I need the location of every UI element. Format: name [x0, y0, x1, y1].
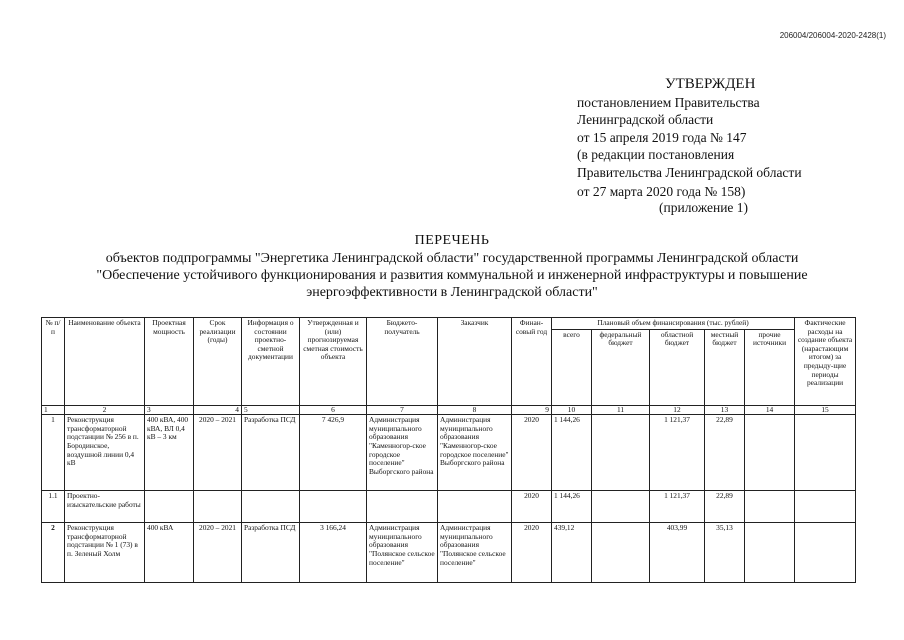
- header-cost: Утвержденная и (или) прогнозируемая сметная стоимость объекта: [300, 318, 367, 406]
- cell-other: [745, 523, 795, 583]
- cell-local: 22,89: [705, 415, 745, 491]
- document-id: 206004/206004-2020-2428(1): [779, 31, 886, 40]
- column-number: 6: [300, 405, 367, 415]
- cell-local: 22,89: [705, 491, 745, 523]
- column-number: 15: [795, 405, 856, 415]
- approval-line: постановлением Правительства: [577, 94, 760, 110]
- cell-actual: [795, 523, 856, 583]
- header-power: Проектная мощность: [145, 318, 194, 406]
- header-fin-year: Финан-совый год: [512, 318, 552, 406]
- header-recipient: Бюджето-получатель: [367, 318, 438, 406]
- cell-cost: 3 166,24: [300, 523, 367, 583]
- cell-fin-year: 2020: [512, 523, 552, 583]
- table-row: [42, 523, 856, 583]
- list-title: ПЕРЕЧЕНЬ: [414, 233, 490, 248]
- header-customer: Заказчик: [438, 318, 512, 406]
- cell-customer: Администрация муниципального образования "Полянское сельское поселение": [438, 523, 512, 583]
- cell-total: 1 144,26: [552, 491, 592, 523]
- column-number: 2: [65, 405, 145, 415]
- cell-fin-year: 2020: [512, 415, 552, 491]
- table-row: [42, 491, 856, 523]
- cell-power: 400 кВА, 400 кВА, ВЛ 0,4 кВ – 3 км: [145, 415, 194, 491]
- header-actual: Фактические расходы на создание объекта (нарастающим итогом) за предыду-щие периоды реализации: [795, 318, 856, 406]
- cell-federal: [592, 491, 650, 523]
- cell-federal: [592, 523, 650, 583]
- cell-power: 400 кВА: [145, 523, 194, 583]
- approval-line: Правительства Ленинградской области: [577, 164, 802, 180]
- cell-other: [745, 491, 795, 523]
- cell-name: Реконструкция трансформаторной подстанции № 256 в п. Бородинское, воздушной линии 0,4 кВ: [65, 415, 145, 491]
- header-local: местный бюджет: [705, 329, 745, 405]
- column-number: 9: [512, 405, 552, 415]
- approval-line: от 15 апреля 2019 года № 147: [577, 129, 747, 145]
- cell-other: [745, 415, 795, 491]
- cell-name: Проектно-изыскательские работы: [65, 491, 145, 523]
- column-number: 3: [145, 405, 194, 415]
- cell-regional: 403,99: [650, 523, 705, 583]
- cell-term: 2020 – 2021: [194, 523, 242, 583]
- column-number: 12: [650, 405, 705, 415]
- approval-line: Ленинградской области: [577, 112, 714, 127]
- column-number: 13: [705, 405, 745, 415]
- cell-fin-year: 2020: [512, 491, 552, 523]
- column-number: 8: [438, 405, 512, 415]
- cell-recipient: Администрация муниципального образования "Полянское сельское поселение": [367, 523, 438, 583]
- header-no: № п/п: [42, 318, 65, 406]
- column-number: 7: [367, 405, 438, 415]
- table-row: [42, 415, 856, 491]
- column-numbers-row: [42, 405, 856, 415]
- cell-recipient: [367, 491, 438, 523]
- header-federal: федеральный бюджет: [592, 329, 650, 405]
- header-docs: Информация о состоянии проектно-сметной документации: [242, 318, 300, 406]
- header-total: всего: [552, 329, 592, 405]
- column-number: 5: [242, 405, 300, 415]
- approval-block: [577, 76, 877, 215]
- cell-cost: 7 426,9: [300, 415, 367, 491]
- column-number: 10: [552, 405, 592, 415]
- column-number: 14: [745, 405, 795, 415]
- header-plan-group: Плановый объем финансирования (тыс. рублей): [552, 318, 795, 330]
- cell-docs: Разработка ПСД: [242, 415, 300, 491]
- header-name: Наименование объекта: [65, 318, 145, 406]
- cell-local: 35,13: [705, 523, 745, 583]
- cell-customer: [438, 491, 512, 523]
- appendix-label: (приложение 1): [659, 199, 749, 215]
- list-subtitle-line: "Обеспечение устойчивого функционирования и развития коммунальной и инженерной инфраструктуры и повышение: [96, 268, 808, 283]
- cell-total: 1 144,26: [552, 415, 592, 491]
- approval-line: от 27 марта 2020 года № 158): [577, 184, 746, 199]
- cell-power: [145, 491, 194, 523]
- column-number: 11: [592, 405, 650, 415]
- header-regional: областной бюджет: [650, 329, 705, 405]
- column-number: 1: [42, 405, 65, 415]
- approval-heading: УТВЕРЖДЕН: [665, 76, 756, 92]
- cell-actual: [795, 415, 856, 491]
- cell-regional: 1 121,37: [650, 491, 705, 523]
- cell-no: 1.1: [42, 491, 65, 523]
- header-term: Срок реализации (годы): [194, 318, 242, 406]
- cell-total: 439,12: [552, 523, 592, 583]
- cell-no: 2: [42, 523, 65, 583]
- cell-regional: 1 121,37: [650, 415, 705, 491]
- cell-docs: [242, 491, 300, 523]
- cell-name: Реконструкция трансформаторной подстанции № 1 (73) в п. Зеленый Холм: [65, 523, 145, 583]
- cell-term: [194, 491, 242, 523]
- list-subtitle-line: объектов подпрограммы "Энергетика Ленинградской области" государственной программы Ленинградской области: [105, 251, 799, 266]
- cell-no: 1: [42, 415, 65, 491]
- cell-recipient: Администрация муниципального образования "Каменногор-ское городское поселение" Выборгского района: [367, 415, 438, 491]
- approval-line: (в редакции постановления: [577, 147, 735, 162]
- cell-federal: [592, 415, 650, 491]
- cell-term: 2020 – 2021: [194, 415, 242, 491]
- cell-actual: [795, 491, 856, 523]
- list-subtitle-line: энергоэффективности в Ленинградской области": [306, 285, 598, 300]
- cell-docs: Разработка ПСД: [242, 523, 300, 583]
- column-number: 4: [194, 405, 242, 415]
- cell-cost: [300, 491, 367, 523]
- cell-customer: Администрация муниципального образования "Каменногор-ское городское поселение" Выборгского района: [438, 415, 512, 491]
- header-other: прочие источники: [745, 329, 795, 405]
- objects-table: [41, 317, 856, 583]
